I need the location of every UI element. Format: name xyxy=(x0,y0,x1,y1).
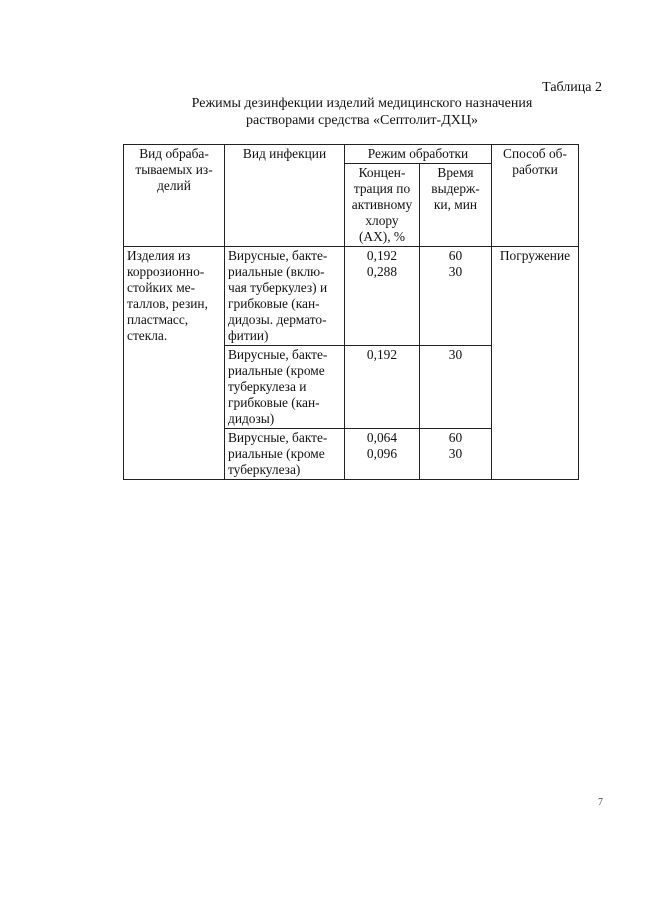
title-line-1: Режимы дезинфекции изделий медицинского назначения xyxy=(191,96,533,111)
infection-cell: Вирусные, бакте- риальные (вклю- чая туберкулез) и грибковые (кан- дидозы. дермато- фитии) xyxy=(225,247,345,346)
concentration-cell: 0,064 0,096 xyxy=(345,429,420,480)
concentration-cell: 0,192 xyxy=(345,346,420,429)
header-infection-type: Вид инфекции xyxy=(225,145,345,247)
infection-cell: Вирусные, бакте- риальные (кроме туберкулеза) xyxy=(225,429,345,480)
header-item-type: Вид обраба- тываемых из- делий xyxy=(124,145,225,247)
concentration-cell: 0,192 0,288 xyxy=(345,247,420,346)
time-cell: 60 30 xyxy=(420,429,492,480)
time-cell: 30 xyxy=(420,346,492,429)
header-method: Способ об- работки xyxy=(492,145,579,247)
header-mode: Режим обработки xyxy=(345,145,492,164)
disinfection-table xyxy=(123,144,579,480)
method-cell: Погружение xyxy=(492,247,579,480)
header-row xyxy=(124,145,579,164)
table-row xyxy=(124,247,579,346)
item-cell: Изделия из коррозионно- стойких ме- таллов, резин, пластмасс, стекла. xyxy=(124,247,225,480)
table-label: Таблица 2 xyxy=(542,80,602,95)
title-line-2: растворами средства «Септолит-ДХЦ» xyxy=(246,113,478,128)
table-title xyxy=(0,95,650,129)
header-time: Время выдерж- ки, мин xyxy=(420,164,492,247)
time-cell: 60 30 xyxy=(420,247,492,346)
page-number: 7 xyxy=(598,797,603,808)
header-concentration: Концен- трация по активному хлору (АХ), % xyxy=(345,164,420,247)
infection-cell: Вирусные, бакте- риальные (кроме туберкулеза и грибковые (кан- дидозы) xyxy=(225,346,345,429)
